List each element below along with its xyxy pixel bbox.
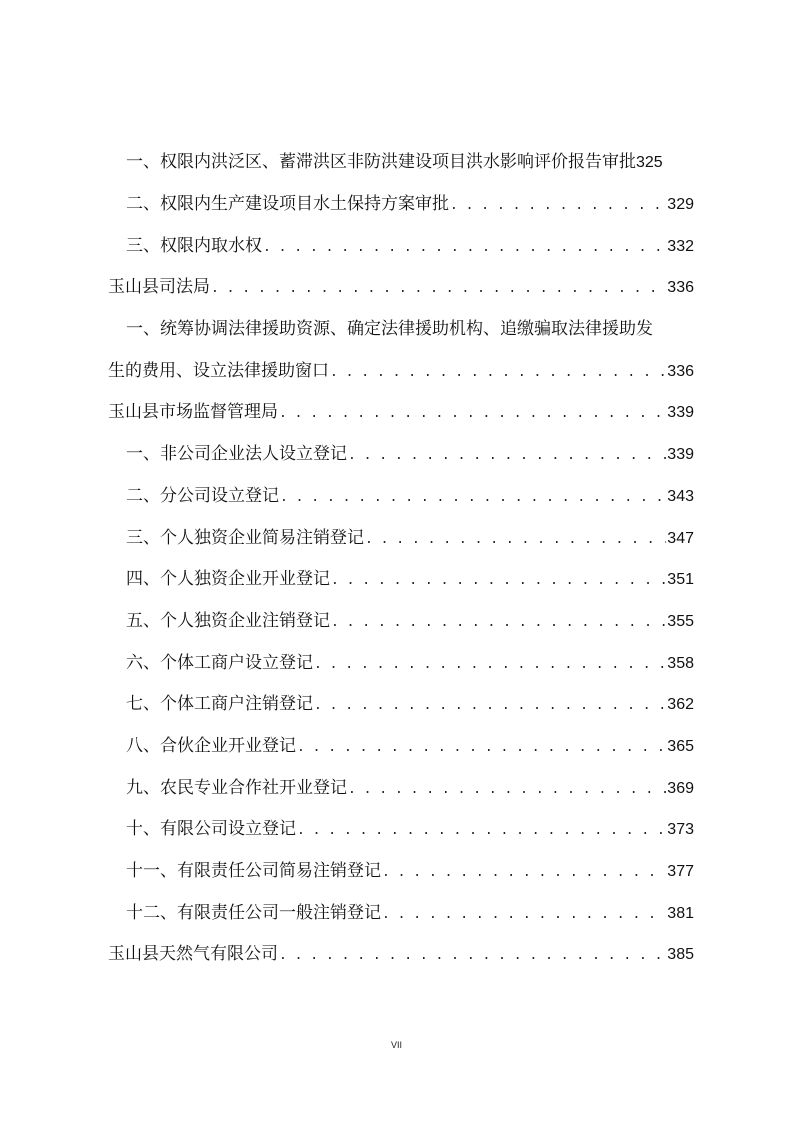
toc-entry-title: 七、个体工商户注销登记 [126,694,313,714]
toc-entry-title: 二、权限内生产建设项目水土保持方案审批 [126,194,449,214]
toc-entry-title: 一、权限内洪泛区、蓄滞洪区非防洪建设项目洪水影响评价报告审批 [126,152,636,172]
toc-entry-page: 339 [667,404,694,421]
toc-entry[interactable] [126,606,694,636]
dot-leader [450,191,666,221]
toc-entry-page: 381 [667,905,694,922]
toc-entry-page: 347 [667,530,694,547]
page-footer-number: VII [390,1040,402,1050]
dot-leader [348,441,666,471]
toc-entry[interactable] [126,147,694,177]
dot-leader [263,233,666,263]
toc-entry[interactable] [126,731,694,761]
toc-entry-title: 四、个人独资企业开业登记 [126,569,330,589]
toc-entry-title: 九、农民专业合作社开业登记 [126,778,347,798]
toc-entry[interactable] [126,773,694,803]
dot-leader [330,358,666,388]
dot-leader [382,900,666,930]
dot-leader [279,941,666,971]
toc-entry-title: 十、有限公司设立登记 [126,819,296,839]
toc-entry-title: 六、个体工商户设立登记 [126,653,313,673]
toc-entry-page: 365 [667,738,694,755]
toc-entry-title: 玉山县市场监督管理局 [108,402,278,422]
toc-entry-page: 336 [667,279,694,296]
toc-entry-page: 336 [667,363,694,380]
dot-leader [314,691,666,721]
dot-leader [280,483,666,513]
dot-leader [314,650,666,680]
dot-leader [211,274,666,304]
toc-entry[interactable] [108,272,694,302]
toc-entry-title: 生的费用、设立法律援助窗口 [108,361,329,381]
toc-entry-title: 五、个人独资企业注销登记 [126,611,330,631]
toc-entry[interactable] [126,314,694,344]
toc-entry-title: 玉山县司法局 [108,277,210,297]
dot-leader [382,858,666,888]
toc-entry-page: 325 [636,154,663,171]
dot-leader [279,399,666,429]
toc-entry[interactable] [126,439,694,469]
toc-entry-title: 八、合伙企业开业登记 [126,736,296,756]
toc-entry[interactable] [126,898,694,928]
toc-entry[interactable] [126,648,694,678]
toc-entry-page: 385 [667,946,694,963]
toc-entry-title: 一、统筹协调法律援助资源、确定法律援助机构、追缴骗取法律援助发 [126,319,653,339]
dot-leader [331,608,666,638]
toc-entry-title: 十二、有限责任公司一般注销登记 [126,903,381,923]
toc-entry-page: 355 [667,613,694,630]
toc-entry-page: 343 [667,488,694,505]
toc-entry[interactable] [126,856,694,886]
toc-entry-page: 373 [667,821,694,838]
toc-entry[interactable] [126,689,694,719]
toc-entry[interactable] [126,231,694,261]
toc-entry[interactable] [108,939,694,969]
toc-entry-title: 三、权限内取水权 [126,236,262,256]
toc-entry-page: 339 [667,446,694,463]
dot-leader [365,525,666,555]
toc-entry[interactable] [126,564,694,594]
toc-entry-title: 玉山县天然气有限公司 [108,944,278,964]
toc-entry-title: 一、非公司企业法人设立登记 [126,444,347,464]
toc-entry-title: 二、分公司设立登记 [126,486,279,506]
toc-entry-page: 362 [667,696,694,713]
toc-entry[interactable] [108,356,694,386]
dot-leader [331,566,666,596]
toc-entry-page: 332 [667,238,694,255]
dot-leader [297,733,666,763]
toc-entry-page: 351 [667,571,694,588]
toc-entry-page: 329 [667,196,694,213]
toc-entry-page: 358 [667,655,694,672]
dot-leader [348,775,666,805]
toc-entry[interactable] [126,189,694,219]
toc-entry-page: 377 [667,863,694,880]
toc-entry[interactable] [108,397,694,427]
toc-entry[interactable] [126,481,694,511]
toc-entry-title: 三、个人独资企业简易注销登记 [126,528,364,548]
toc-entry-page: 369 [667,780,694,797]
dot-leader [297,816,666,846]
toc-entry[interactable] [126,523,694,553]
toc-entry-title: 十一、有限责任公司简易注销登记 [126,861,381,881]
toc-entry[interactable] [126,814,694,844]
